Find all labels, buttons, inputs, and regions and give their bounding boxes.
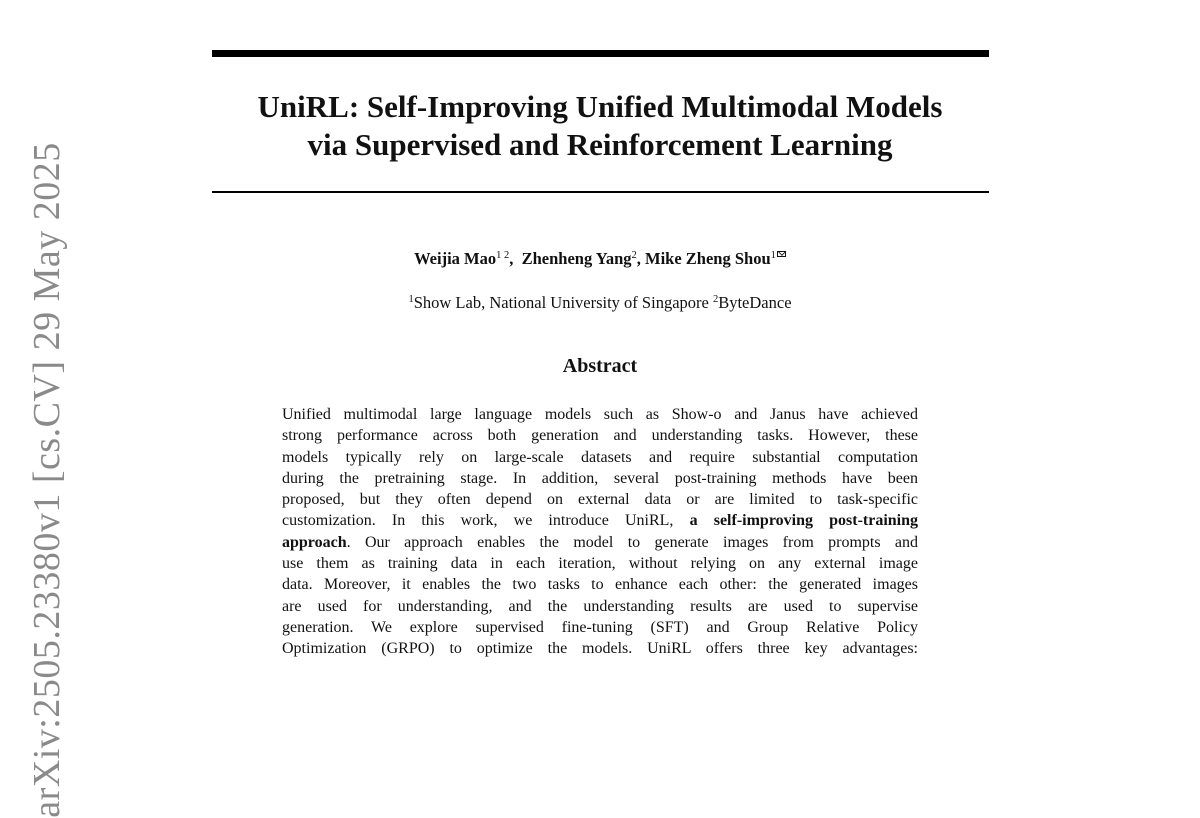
author-name: Zhenheng Yang — [521, 249, 632, 268]
abstract-line — [282, 510, 918, 531]
title-bottom-rule — [212, 191, 989, 193]
author-list: Weijia Mao$^{1 2}$, Zhenheng Yang$^2$, Mike Zheng Shou$^1$ — [200, 248, 1000, 270]
abstract-line: data. Moreover, it enables the two tasks to enhance each other: the generated images — [282, 576, 918, 594]
title-line-2: via Supervised and Reinforcement Learning — [307, 127, 893, 162]
corresponding-author-mail-icon — [777, 251, 786, 257]
abstract-line: use them as training data in each iteration, without relying on any external image — [282, 555, 918, 573]
author-affil-mark: 2 — [631, 250, 637, 261]
abstract-line: during the pretraining stage. In addition, several post-training methods have been — [282, 469, 918, 487]
abstract-text: . Our approach enables the model to generate images from prompts and — [346, 533, 918, 551]
affil-mark: 2 — [712, 294, 719, 305]
title-line-1: UniRL: Self-Improving Unified Multimodal Models — [257, 89, 943, 124]
abstract-line: models typically rely on large-scale datasets and require substantial computation — [282, 448, 918, 466]
affil-text: Show Lab, National University of Singapore — [413, 293, 709, 312]
abstract-line: Unified multimodal large language models such as Show-o and Janus have achieved — [282, 406, 918, 423]
arxiv-sidebar-stamp: arXiv:2505.23380v1 [cs.CV] 29 May 2025 — [26, 142, 68, 818]
abstract-emphasis: approach — [282, 533, 347, 551]
author-affil-mark: 1 — [770, 250, 776, 261]
abstract-line: Optimization (GRPO) to optimize the models. UniRL offers three key advantages: — [282, 640, 918, 658]
abstract-heading: Abstract — [562, 355, 638, 377]
abstract-emphasis: a self-improving post-training — [689, 512, 919, 530]
abstract-line — [282, 532, 918, 553]
title-top-rule — [212, 50, 989, 57]
paper-title — [200, 88, 1000, 164]
abstract-body — [282, 404, 918, 660]
affil-mark: 1 — [408, 294, 414, 305]
affil-text: ByteDance — [718, 293, 792, 312]
affiliations — [200, 292, 1000, 314]
author-name: Weijia Mao — [414, 249, 497, 268]
abstract-line: proposed, but they often depend on external data or are limited to task-specific — [282, 491, 918, 509]
abstract-text: customization. In this work, we introduce UniRL, — [282, 512, 674, 530]
author-name: Mike Zheng Shou — [645, 249, 771, 268]
author-affil-mark: 1 2 — [496, 250, 510, 261]
abstract-line: generation. We explore supervised fine-tuning (SFT) and Group Relative Policy — [282, 618, 918, 636]
abstract-line: are used for understanding, and the understanding results are used to supervise — [282, 597, 918, 615]
abstract-line: strong performance across both generation and understanding tasks. However, these — [282, 427, 918, 445]
